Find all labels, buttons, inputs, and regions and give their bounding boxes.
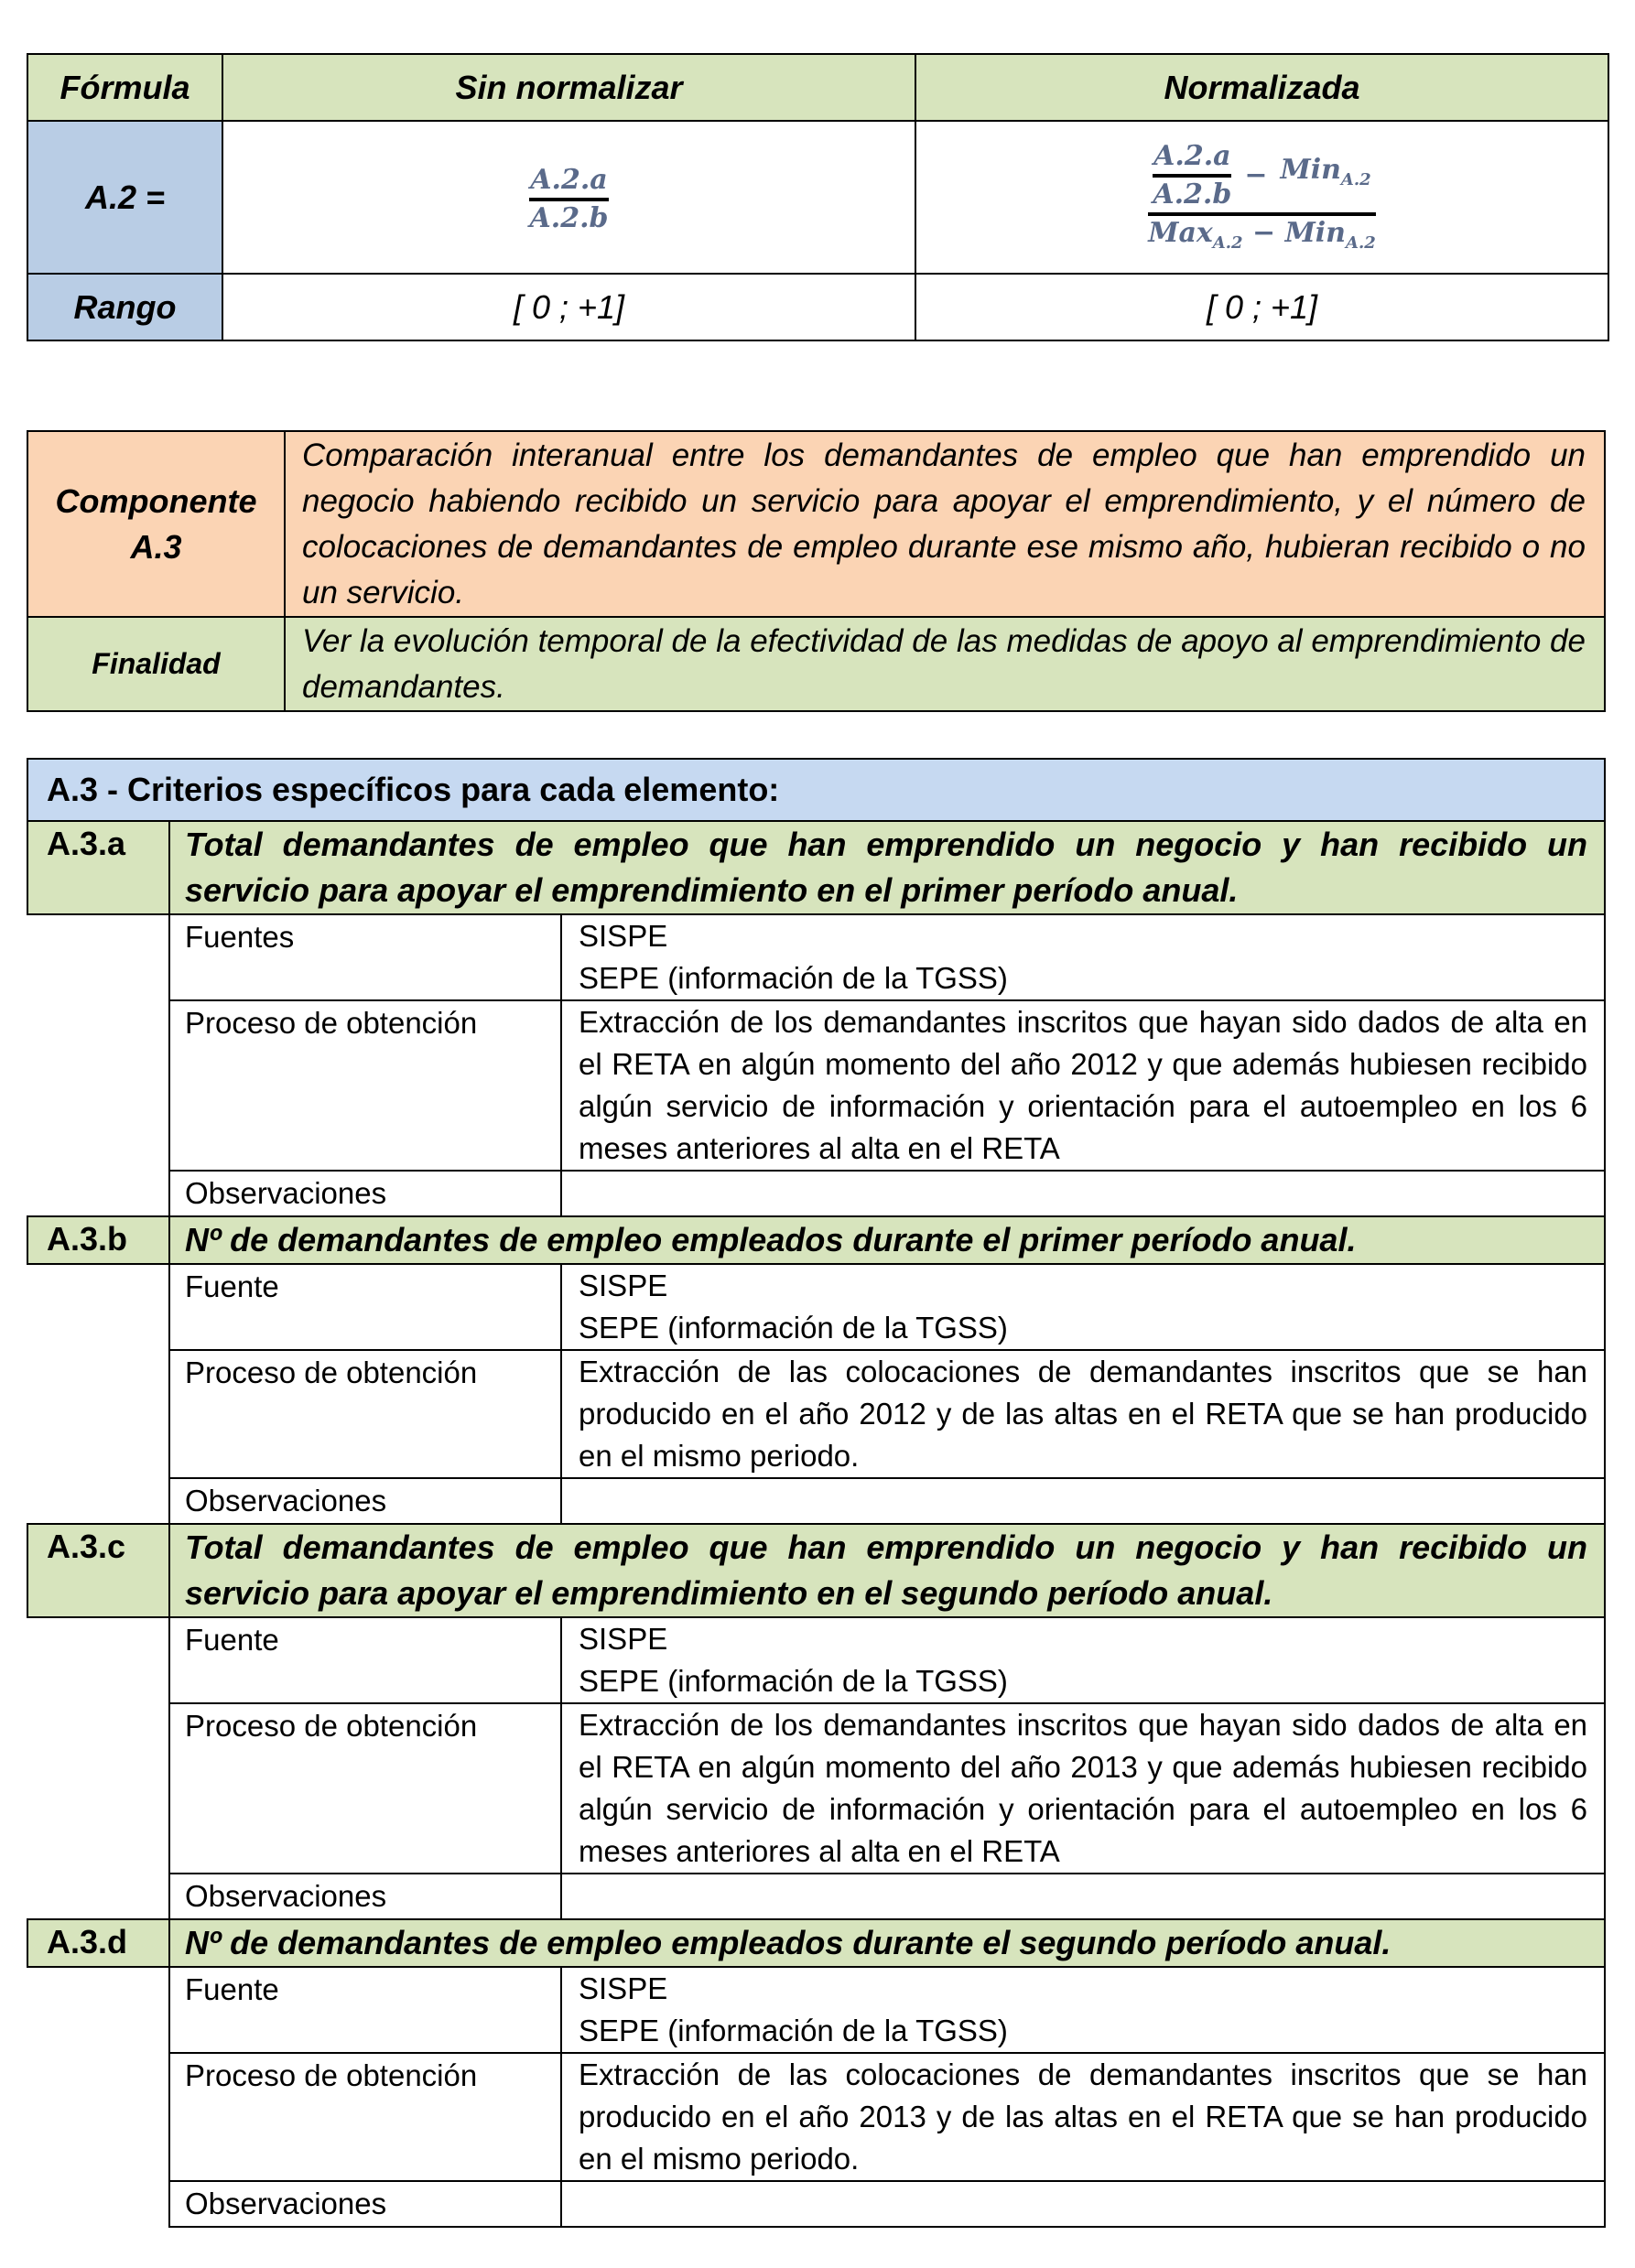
criteria-title-row (27, 759, 1605, 821)
inner-numerator: A.2.a (1153, 139, 1231, 172)
inner-fraction (1153, 139, 1231, 212)
component-row (27, 431, 1605, 617)
element-description: Total demandantes de empleo que han emprendido un negocio y han recibido un servicio para apoyar el emprendimiento en el segundo período anual. (169, 1524, 1605, 1617)
formula-header-row (27, 54, 1608, 121)
process-value: Extracción de los demandantes inscritos que hayan sido dados de alta en el RETA en algún momento del año 2012 y que además hubiesen recibido algún servicio de información y orientación para el autoempleo en los 6 meses anteriores al alta en el RETA (561, 1000, 1605, 1171)
element-description: Nº de demandantes de empleo empleados durante el primer período anual. (169, 1216, 1605, 1264)
normalized-fraction (1148, 139, 1376, 261)
component-label: Componente A.3 (27, 431, 285, 617)
observations-value (561, 1874, 1605, 1919)
observations-row (27, 2181, 1605, 2227)
component-table (27, 430, 1606, 712)
indent-cell (27, 1967, 169, 2227)
element-code: A.3.a (27, 821, 169, 914)
process-label: Proceso de obtención (169, 1350, 561, 1478)
process-label: Proceso de obtención (169, 2053, 561, 2181)
header-normalized: Normalizada (915, 54, 1608, 121)
criteria-title: A.3 - Criterios específicos para cada elemento: (27, 759, 1605, 821)
component-description: Comparación interanual entre los demandantes de empleo que han emprendido un negocio habiendo recibido un servicio para apoyar el emprendimiento, y el número de colocaciones de demandantes de empleo durante ese mismo año, hubieran recibido o no un servicio. (285, 431, 1605, 617)
process-row (27, 1000, 1605, 1171)
element-description: Total demandantes de empleo que han emprendido un negocio y han recibido un servicio para apoyar el emprendimiento en el primer período anual. (169, 821, 1605, 914)
inner-denominator: A.2.b (1153, 178, 1232, 211)
process-row (27, 1703, 1605, 1874)
source-value: SISPE SEPE (información de la TGSS) (561, 1967, 1605, 2053)
element-code: A.3.d (27, 1919, 169, 1967)
observations-row (27, 1171, 1605, 1216)
normalized-denominator: Max$_{A.2}$ − Min$_{A.2}$ (1148, 216, 1376, 253)
observations-row (27, 1478, 1605, 1524)
observations-value (561, 1478, 1605, 1524)
element-code: A.3.c (27, 1524, 169, 1617)
element-code: A.3.b (27, 1216, 169, 1264)
source-label: Fuente (169, 1967, 561, 2053)
observations-value (561, 2181, 1605, 2227)
purpose-label: Finalidad (27, 617, 285, 711)
indent-cell (27, 1617, 169, 1919)
indent-cell (27, 914, 169, 1216)
source-value: SISPE SEPE (información de la TGSS) (561, 1617, 1605, 1703)
element-row (27, 1216, 1605, 1264)
formula-label: A.2 = (27, 121, 222, 274)
source-label: Fuente (169, 1617, 561, 1703)
plain-denominator: A.2.b (529, 202, 609, 234)
range-plain: [ 0 ; +1] (222, 274, 915, 340)
min-term: Min$_{A.2}$ (1280, 154, 1371, 189)
element-row (27, 1919, 1605, 1967)
formula-table (27, 53, 1609, 341)
process-label: Proceso de obtención (169, 1703, 561, 1874)
process-row (27, 1350, 1605, 1478)
source-label: Fuente (169, 1264, 561, 1350)
normalized-formula-cell (915, 121, 1608, 274)
source-row (27, 1967, 1605, 2053)
formula-row (27, 121, 1608, 274)
observations-row (27, 1874, 1605, 1919)
source-row (27, 1264, 1605, 1350)
process-value: Extracción de los demandantes inscritos que hayan sido dados de alta en el RETA en algún momento del año 2013 y que además hubiesen recibido algún servicio de información y orientación para el autoempleo en los 6 meses anteriores al alta en el RETA (561, 1703, 1605, 1874)
element-row (27, 821, 1605, 914)
plain-formula-cell (222, 121, 915, 274)
plain-numerator: A.2.a (530, 164, 608, 196)
process-value: Extracción de las colocaciones de demandantes inscritos que se han producido en el año 2013 y de las altas en el RETA que se han producido en el mismo periodo. (561, 2053, 1605, 2181)
process-value: Extracción de las colocaciones de demandantes inscritos que se han producido en el año 2012 y de las altas en el RETA que se han producido en el mismo periodo. (561, 1350, 1605, 1478)
source-value: SISPE SEPE (información de la TGSS) (561, 1264, 1605, 1350)
range-label: Rango (27, 274, 222, 340)
observations-label: Observaciones (169, 1171, 561, 1216)
process-label: Proceso de obtención (169, 1000, 561, 1171)
observations-label: Observaciones (169, 2181, 561, 2227)
normalized-numerator (1153, 139, 1370, 212)
observations-label: Observaciones (169, 1874, 561, 1919)
purpose-row (27, 617, 1605, 711)
source-label: Fuentes (169, 914, 561, 1000)
element-row (27, 1524, 1605, 1617)
plain-fraction (529, 163, 608, 236)
process-row (27, 2053, 1605, 2181)
minus-sign: − (1244, 158, 1268, 191)
purpose-description: Ver la evolución temporal de la efectividad de las medidas de apoyo al emprendimiento de demandantes. (285, 617, 1605, 711)
range-normalized: [ 0 ; +1] (915, 274, 1608, 340)
header-formula: Fórmula (27, 54, 222, 121)
observations-value (561, 1171, 1605, 1216)
range-row (27, 274, 1608, 340)
indent-cell (27, 1264, 169, 1524)
criteria-table (27, 758, 1606, 2228)
source-row (27, 1617, 1605, 1703)
source-row (27, 914, 1605, 1000)
header-plain: Sin normalizar (222, 54, 915, 121)
element-description: Nº de demandantes de empleo empleados durante el segundo período anual. (169, 1919, 1605, 1967)
observations-label: Observaciones (169, 1478, 561, 1524)
source-value: SISPE SEPE (información de la TGSS) (561, 914, 1605, 1000)
